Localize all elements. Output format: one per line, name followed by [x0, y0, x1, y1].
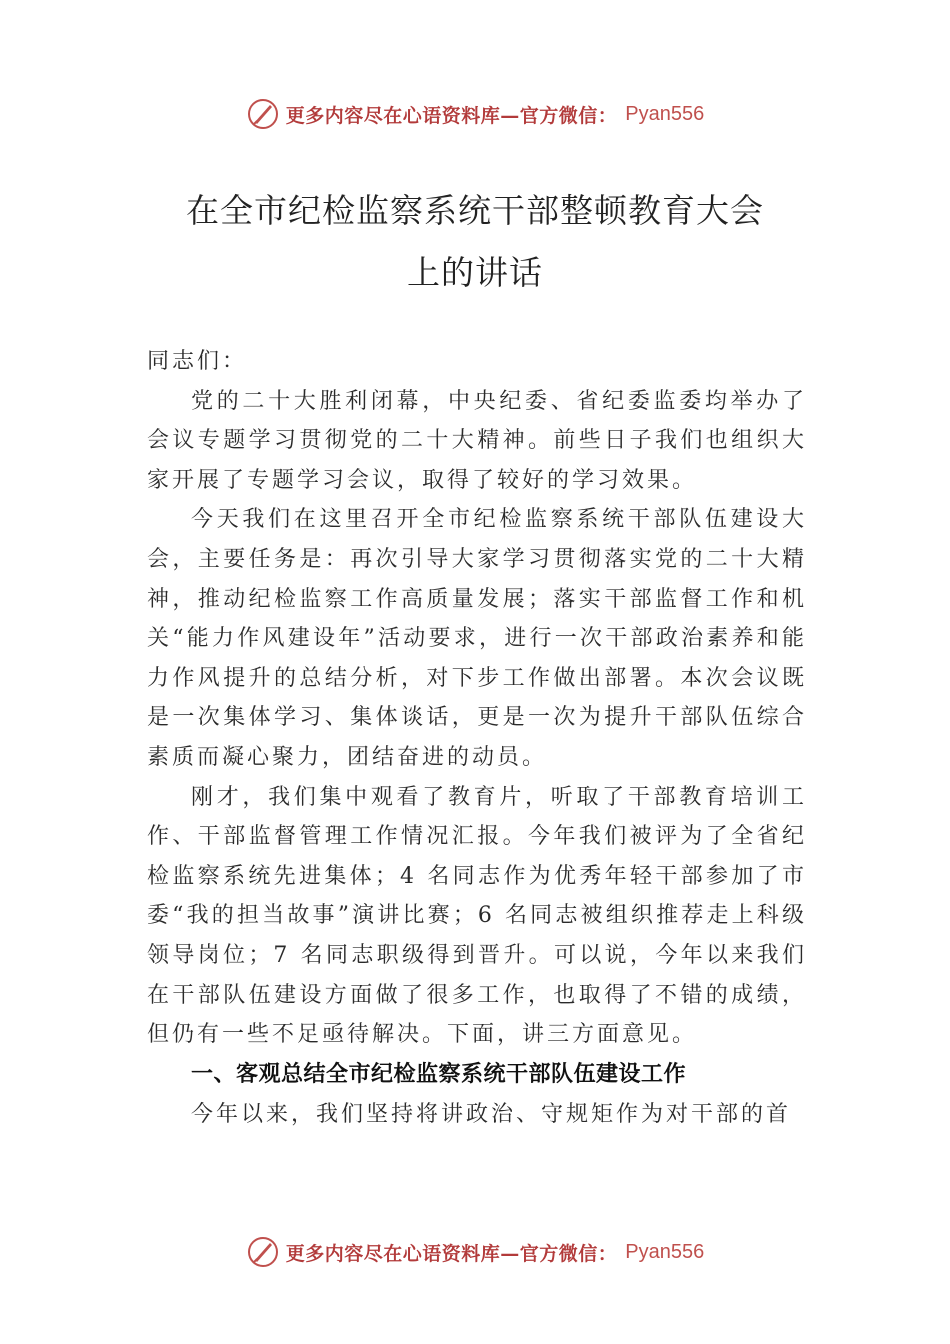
title-line-1: 在全市纪检监察系统干部整顿教育大会	[186, 191, 764, 230]
paragraph-1: 党的二十大胜利闭幕，中央纪委、省纪委监委均举办了会议专题学习贯彻党的二十大精神。前些日子我们也组织大家开展了专题学习会议，取得了较好的学习效果。	[147, 388, 807, 493]
watermark-header	[0, 92, 950, 136]
document-body	[147, 342, 807, 1134]
paragraph-4: 今年以来，我们坚持将讲政治、守规矩作为对干部的首	[191, 1101, 792, 1127]
paragraph-3: 刚才，我们集中观看了教育片，听取了干部教育培训工作、干部监督管理工作情况汇报。今年我们被评为了全省纪检监察系统先进集体；4 名同志作为优秀年轻干部参加了市委“我的担当故事”演讲比赛；6 名同志被组织推荐走上科级领导岗位；7 名同志职级得到晋升。可以说，今年以来我们在干部队伍建设方面做了很多工作，也取得了不错的成绩，但仍有一些不足亟待解决。下面，讲三方面意见。	[147, 784, 807, 1048]
watermark-footer	[0, 1230, 950, 1274]
watermark-text: 更多内容尽在心语资料库—官方微信：	[285, 104, 618, 127]
title-line-2: 上的讲话	[407, 253, 543, 292]
watermark-wechat-id: Pyan556	[625, 102, 705, 125]
watermark-text: 更多内容尽在心语资料库—官方微信：	[285, 1242, 618, 1265]
paragraph-2: 今天我们在这里召开全市纪检监察系统干部队伍建设大会，主要任务是：再次引导大家学习贯彻落实党的二十大精神，推动纪检监察工作高质量发展；落实干部监督工作和机关“能力作风建设年”活动要求，进行一次干部政治素养和能力作风提升的总结分析，对下步工作做出部署。本次会议既是一次集体学习、集体谈话，更是一次为提升干部队伍综合素质而凝心聚力，团结奋进的动员。	[147, 507, 807, 770]
document-title	[0, 180, 950, 304]
salutation: 同志们：	[147, 349, 248, 374]
quill-logo-icon	[246, 97, 280, 131]
watermark-wechat-id: Pyan556	[625, 1240, 705, 1263]
quill-logo-icon	[246, 1235, 280, 1269]
section-heading-1: 一、客观总结全市纪检监察系统干部队伍建设工作	[191, 1061, 687, 1087]
